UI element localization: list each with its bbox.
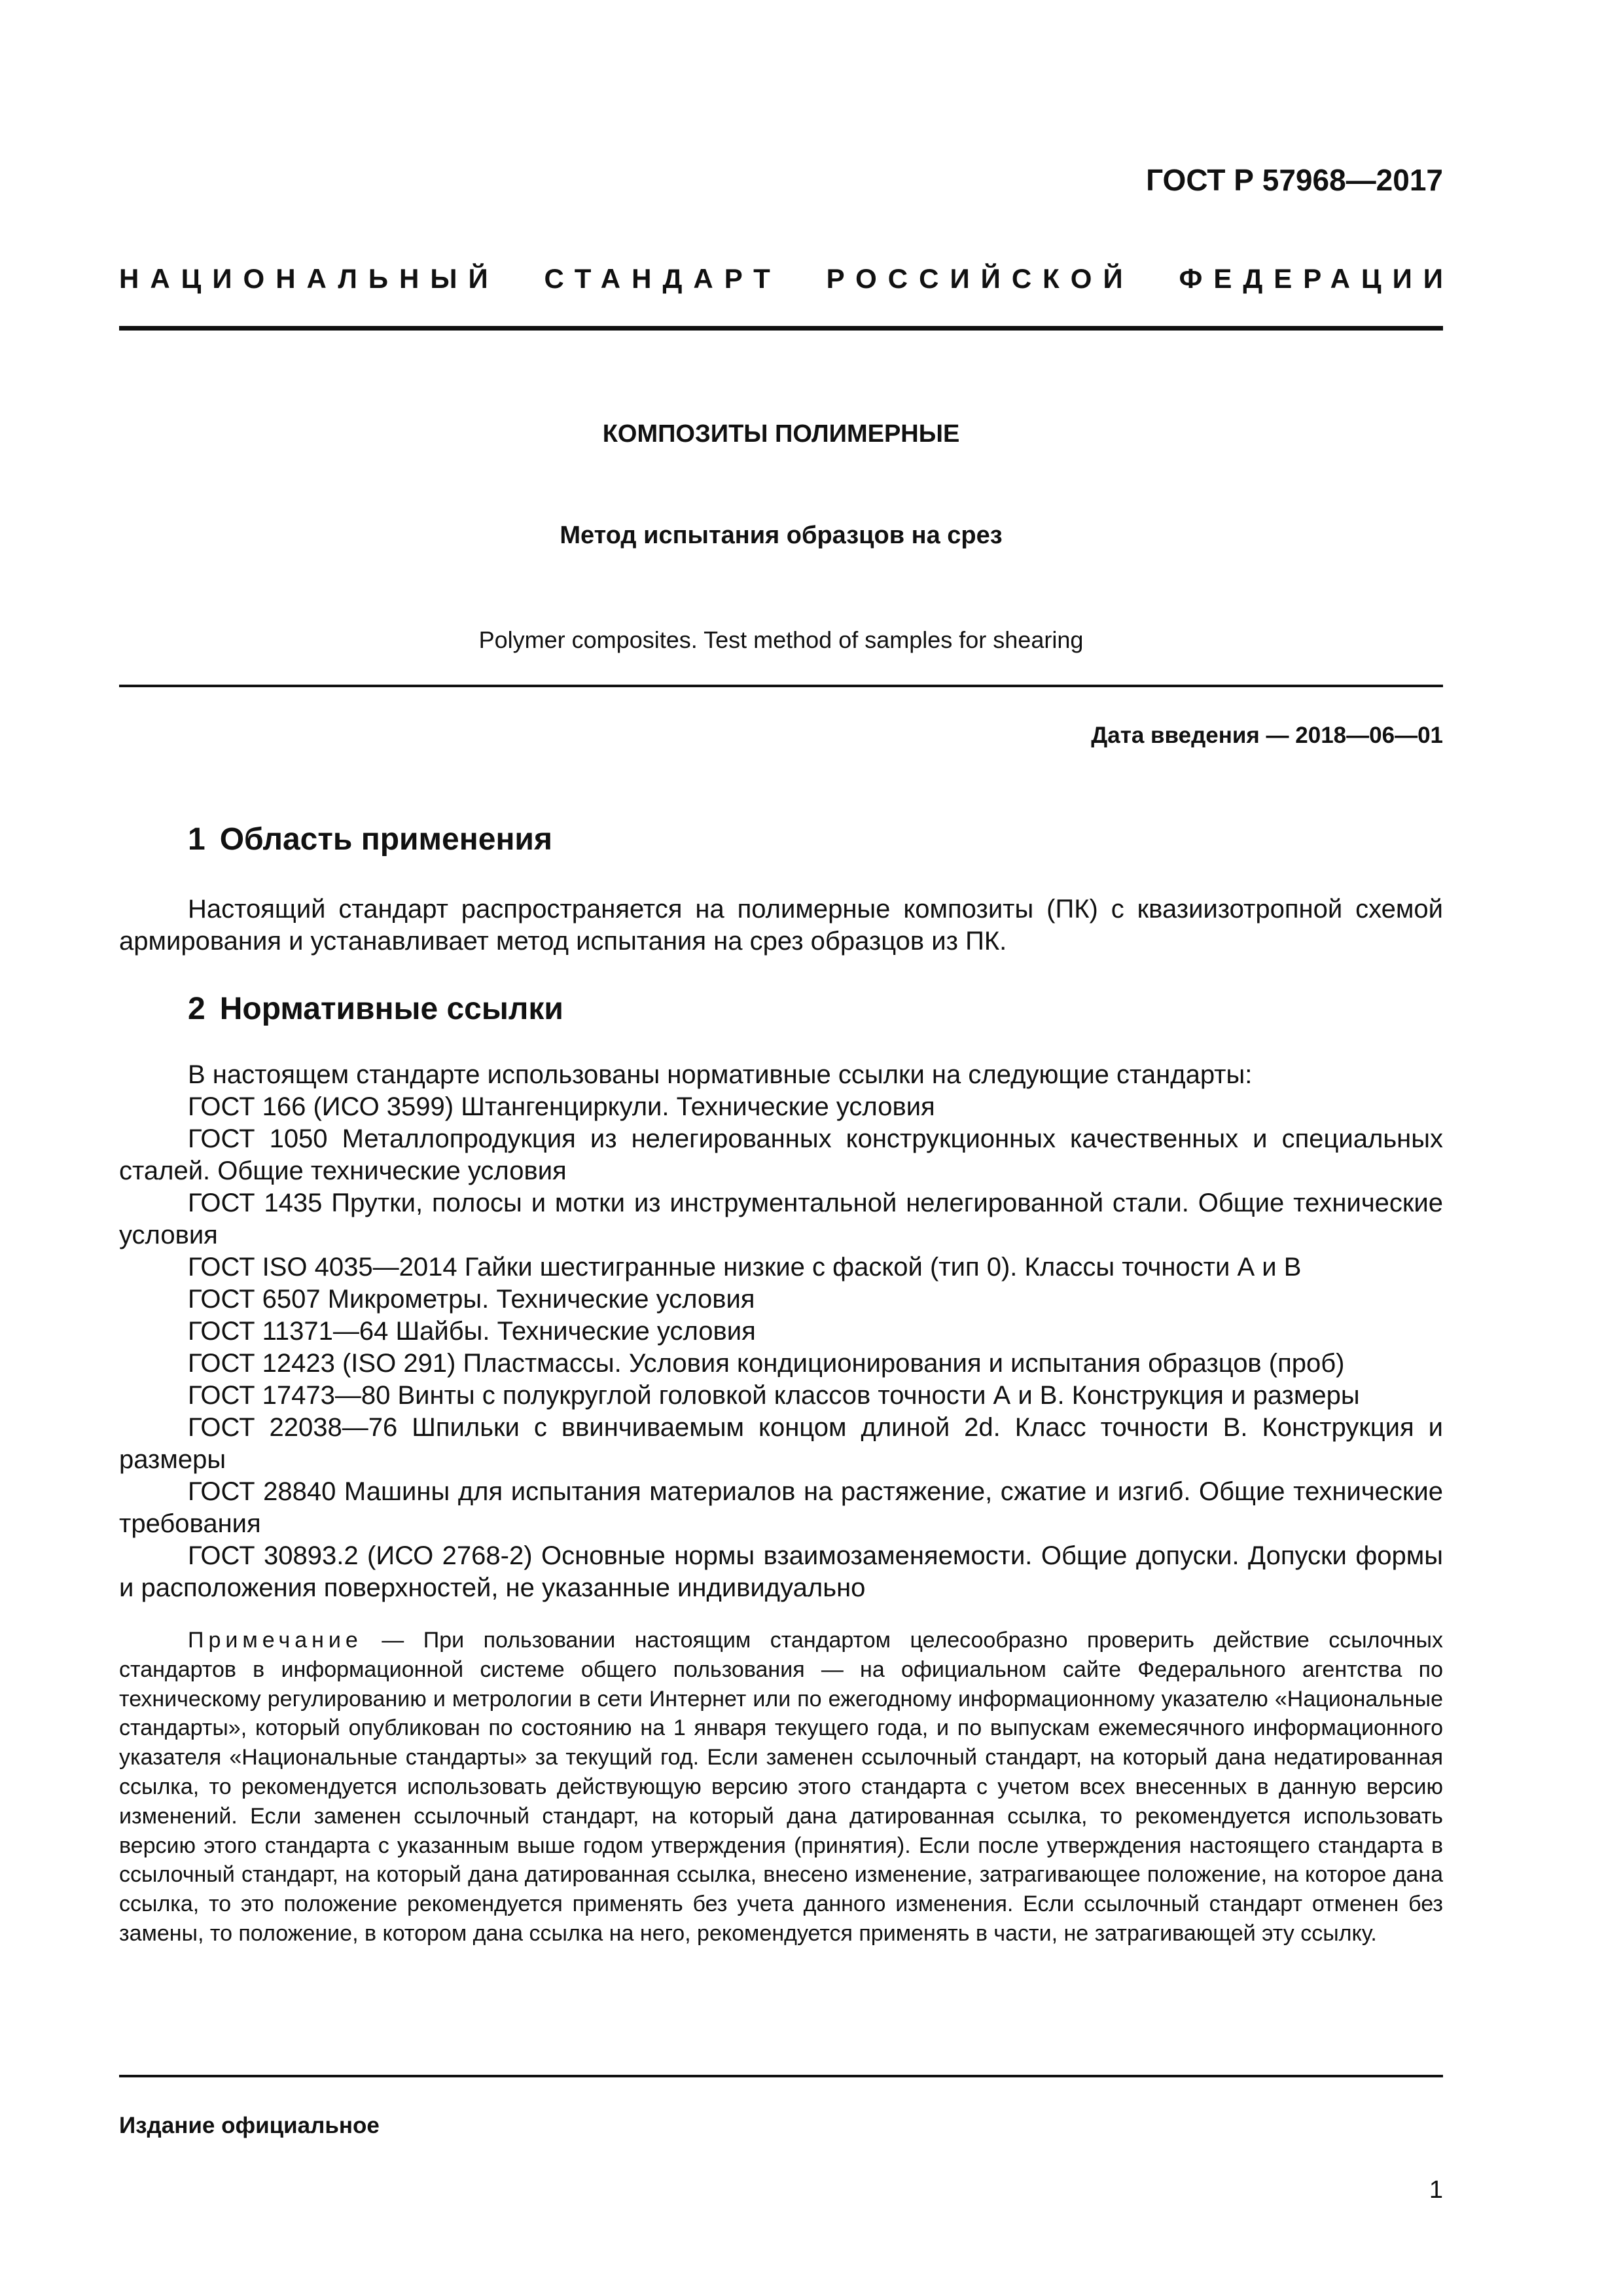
- reference-item: ГОСТ 166 (ИСО 3599) Штангенциркули. Технические условия: [188, 1092, 935, 1121]
- note-text: — При пользовании настоящим стандартом целесообразно проверить действие ссылочных стандартов в информационной системе общего пользования — на официальном сайте Федерального агентства по техническому регулированию и метрологии в сети Интернет или по ежегодному информационному указателю «Национальные стандарты», который опубликован по состоянию на 1 января текущего года, и по выпускам ежемесячного информационного указателя «Национальные стандарты» за текущий год. Если заменен ссылочный стандарт, на который дана недатированная ссылка, то рекомендуется использовать действующую версию этого стандарта с учетом всех внесенных в данную версию изменений. Если заменен ссылочный стандарт, на который дана датированная ссылка, то рекомендуется использовать версию этого стандарта с указанным выше годом утверждения (принятия). Если после утверждения настоящего стандарта в ссылочный стандарт, на который дана датированная ссылка, внесено изменение, затрагивающее положение, на которое дана ссылка, то это положение рекомендуется применять без учета данного изменения. Если ссылочный стандарт отменен без замены, то положение, в котором дана ссылка на него, рекомендуется применять в части, не затрагивающей эту ссылку.: [119, 1628, 1443, 1946]
- note-label: Примечание: [188, 1628, 363, 1653]
- section-1-body: [119, 893, 1443, 958]
- reference-item: ГОСТ 1435 Прутки, полосы и мотки из инструментальной нелегированной стали. Общие технические условия: [119, 1189, 1443, 1249]
- reference-item: ГОСТ 22038—76 Шпильки с ввинчиваемым концом длиной 2d. Класс точности В. Конструкция и размеры: [119, 1413, 1443, 1474]
- section-title: Нормативные ссылки: [219, 992, 563, 1026]
- section-number: 1: [188, 822, 205, 857]
- banner-word: СТАНДАРТ: [544, 263, 781, 294]
- header-divider: [119, 326, 1443, 331]
- paragraph: Настоящий стандарт распространяется на полимерные композиты (ПК) с квазиизотропной схемой армирования и устанавливает метод испытания на срез образцов из ПК.: [119, 895, 1443, 956]
- introduction-date: Дата введения — 2018—06—01: [1091, 723, 1443, 748]
- gost-code: ГОСТ Р 57968—2017: [1146, 163, 1443, 197]
- document-subtitle: Метод испытания образцов на срез: [560, 522, 1003, 549]
- document-title: КОМПОЗИТЫ ПОЛИМЕРНЫЕ: [602, 420, 960, 448]
- banner-word: НАЦИОНАЛЬНЫЙ: [119, 263, 499, 294]
- references-list: [119, 1059, 1443, 1604]
- section-number: 2: [188, 992, 205, 1026]
- english-title: Polymer composites. Test method of samples for shearing: [478, 626, 1084, 653]
- footer-divider: [119, 2075, 1443, 2077]
- references-intro: В настоящем стандарте использованы нормативные ссылки на следующие стандарты:: [188, 1060, 1253, 1089]
- reference-item: ГОСТ ISO 4035—2014 Гайки шестигранные низкие с фаской (тип 0). Классы точности А и В: [188, 1253, 1302, 1282]
- note-paragraph: [119, 1626, 1443, 1948]
- official-edition-label: Издание официальное: [119, 2113, 380, 2138]
- reference-item: ГОСТ 11371—64 Шайбы. Технические условия: [188, 1317, 756, 1346]
- national-standard-banner: [119, 263, 1454, 295]
- title-divider: [119, 685, 1443, 687]
- reference-item: ГОСТ 30893.2 (ИСО 2768-2) Основные нормы взаимозаменяемости. Общие допуски. Допуски формы и расположения поверхностей, не указанные индивидуально: [119, 1541, 1443, 1602]
- reference-item: ГОСТ 12423 (ISO 291) Пластмассы. Условия кондиционирования и испытания образцов (проб): [188, 1349, 1345, 1378]
- section-1-heading: [188, 821, 552, 857]
- reference-item: ГОСТ 17473—80 Винты с полукруглой головкой классов точности А и В. Конструкция и размеры: [188, 1381, 1360, 1410]
- document-page: [119, 0, 1454, 2296]
- reference-item: ГОСТ 6507 Микрометры. Технические условия: [188, 1285, 755, 1314]
- section-title: Область применения: [219, 822, 552, 857]
- section-2-heading: [188, 991, 563, 1027]
- reference-item: ГОСТ 1050 Металлопродукция из нелегированных конструкционных качественных и специальных сталей. Общие технические условия: [119, 1124, 1443, 1185]
- page-number: 1: [1429, 2176, 1443, 2204]
- reference-item: ГОСТ 28840 Машины для испытания материалов на растяжение, сжатие и изгиб. Общие технические требования: [119, 1477, 1443, 1538]
- note-block: [119, 1626, 1443, 1948]
- banner-word: ФЕДЕРАЦИИ: [1179, 263, 1454, 294]
- banner-word: РОССИЙСКОЙ: [826, 263, 1134, 294]
